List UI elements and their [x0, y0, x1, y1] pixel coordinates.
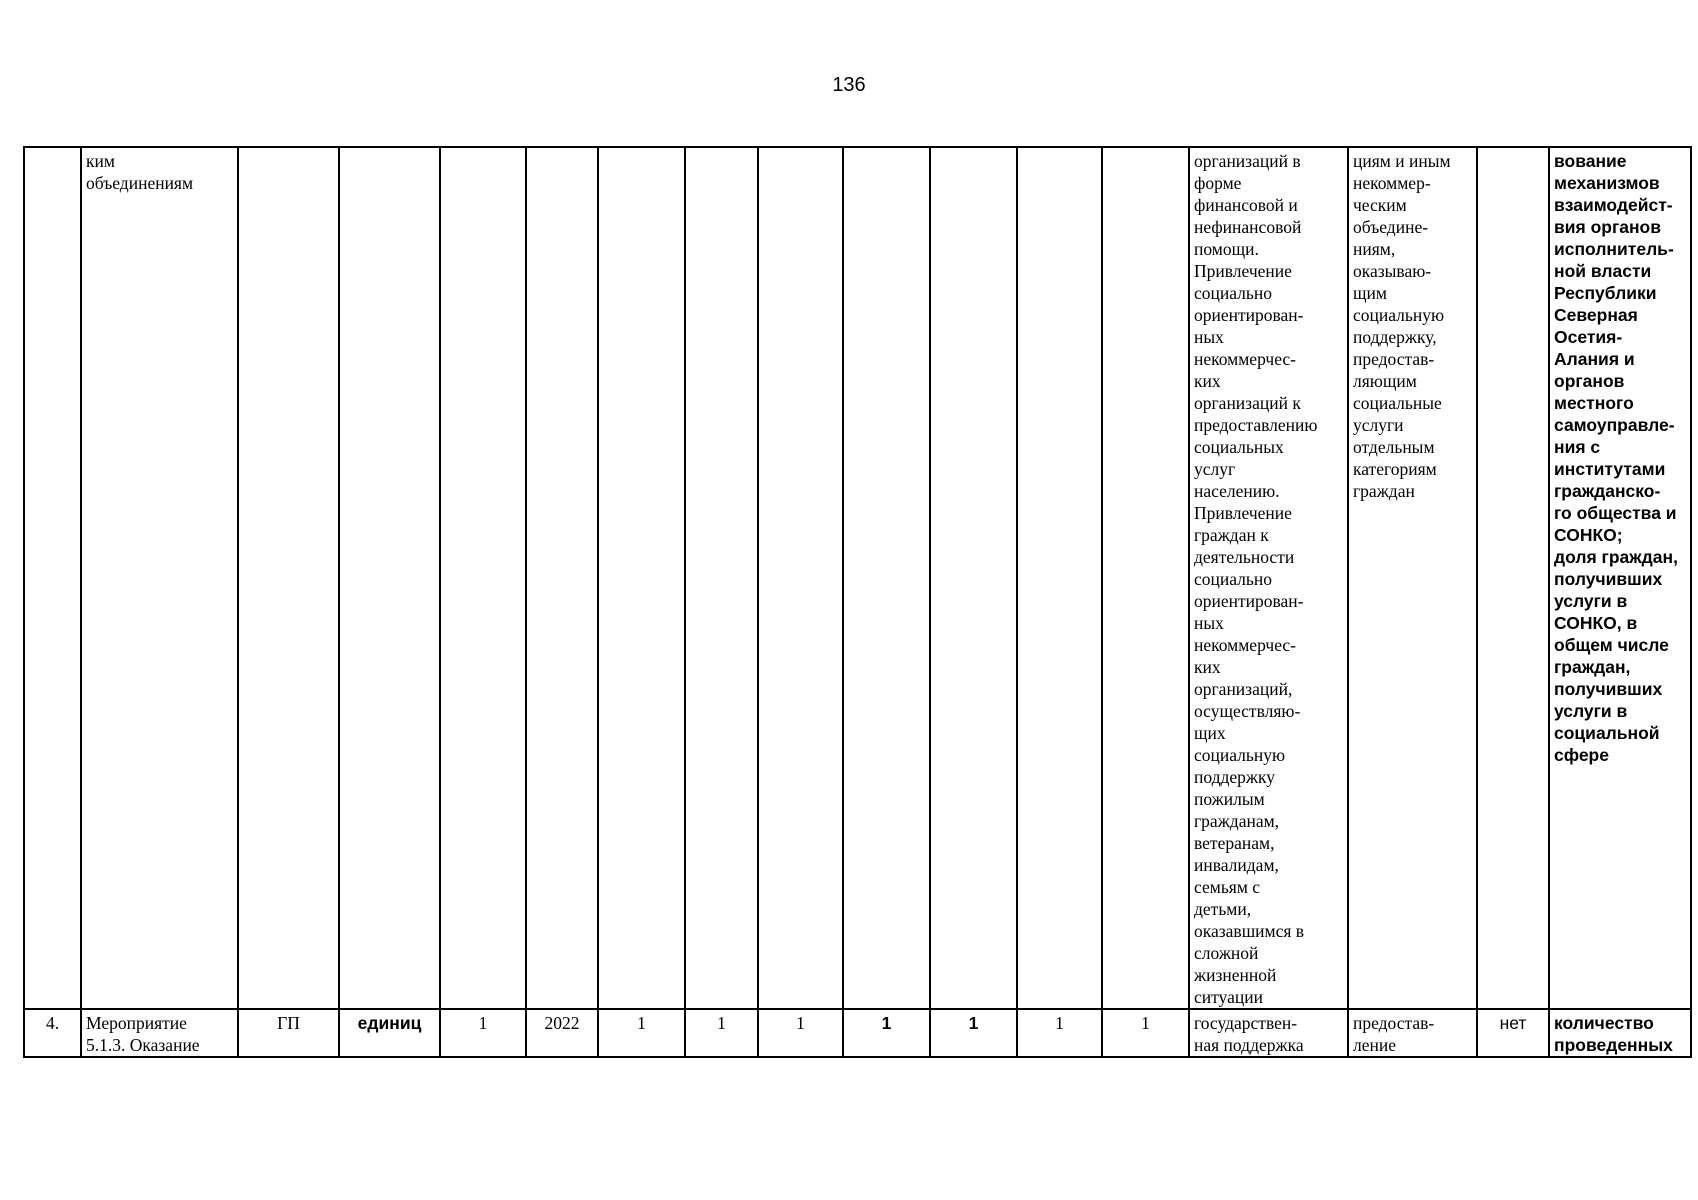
table-cell [843, 147, 930, 1009]
table-cell: вование механизмов взаимодейст- вия органов исполнитель- ной власти Республики Северная Осетия- Алания и органов местного самоуправле- ния с институтами гражданско- го общества и СОНКО; доля граждан, получивших услуги в СОНКО, в общем числе граждан, получивших услуги в социальной сфере [1549, 147, 1691, 1009]
table-cell: количество проведенных [1549, 1009, 1691, 1057]
table-cell: 1 [758, 1009, 843, 1057]
table-cell: 1 [930, 1009, 1017, 1057]
table-cell: 4. [24, 1009, 81, 1057]
table-cell: нет [1477, 1009, 1549, 1057]
table-cell: 1 [440, 1009, 526, 1057]
table-cell: циям и иным некоммер- ческим объедине- ниям, оказываю- щим социальную поддержку, предостав- ляющим социальные услуги отдельным категориям граждан [1348, 147, 1477, 1009]
table-cell [758, 147, 843, 1009]
table-cell: Мероприятие 5.1.3. Оказание [81, 1009, 238, 1057]
table-cell: единиц [339, 1009, 440, 1057]
table-cell [24, 147, 81, 1009]
table-cell: ким объединениям [81, 147, 238, 1009]
table-cell [339, 147, 440, 1009]
table-cell [685, 147, 758, 1009]
table-cell: организаций в форме финансовой и нефинансовой помощи. Привлечение социально ориентирован- ных некоммерчес- ких организаций к предоставлению социальных услуг населению. Привлечение граждан к деятельности социально ориентирован- ных некоммерчес- ких организаций, осуществляю- щих социальную поддержку пожилым гражданам, ветеранам, инвалидам, семьям с детьми, оказавшимся в сложной жизненной ситуации [1189, 147, 1348, 1009]
table-cell: 1 [598, 1009, 685, 1057]
table-row [24, 1009, 1691, 1057]
program-table [23, 146, 1692, 1058]
table-cell [238, 147, 339, 1009]
table-cell: 1 [1017, 1009, 1102, 1057]
table-cell: 1 [843, 1009, 930, 1057]
table-cell: ГП [238, 1009, 339, 1057]
page-number: 136 [832, 74, 866, 96]
table-cell [526, 147, 598, 1009]
table-cell: государствен- ная поддержка [1189, 1009, 1348, 1057]
table-row [24, 147, 1691, 1009]
table-cell [930, 147, 1017, 1009]
table-cell: предостав- ление [1348, 1009, 1477, 1057]
table-cell [1017, 147, 1102, 1009]
table-cell [440, 147, 526, 1009]
table-cell [1102, 147, 1189, 1009]
table-cell: 2022 [526, 1009, 598, 1057]
table-cell: 1 [1102, 1009, 1189, 1057]
table-cell [598, 147, 685, 1009]
table-cell: 1 [685, 1009, 758, 1057]
table-cell [1477, 147, 1549, 1009]
